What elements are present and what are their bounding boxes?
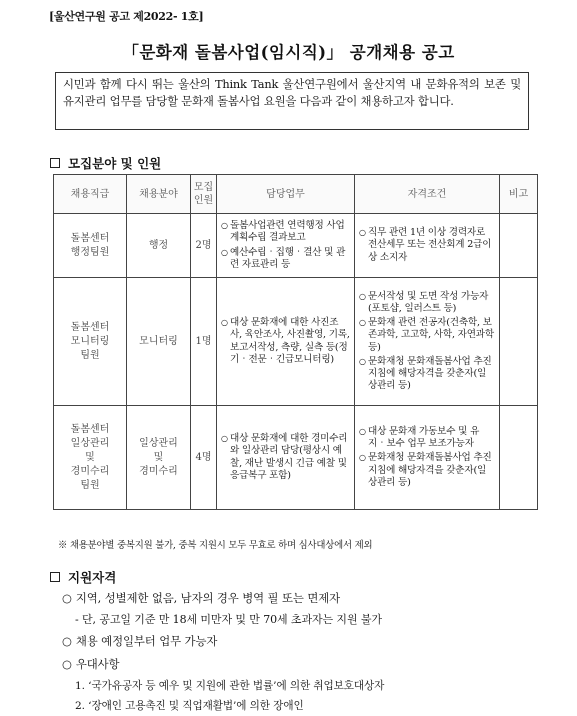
cell-rank: 돌봄센터 모니터링 팀원 xyxy=(54,278,127,406)
header-rank: 채용직급 xyxy=(54,175,127,214)
duties-list xyxy=(221,220,350,271)
section-eligibility-heading xyxy=(50,568,116,586)
list-item: ○ 문서작성 및 도면 작성 가능자(포토샵, 일러스트 등) xyxy=(359,291,495,315)
header-field: 채용분야 xyxy=(127,175,191,214)
cell-qualifications xyxy=(355,214,500,278)
cell-note xyxy=(500,214,538,278)
duties-list xyxy=(221,317,350,366)
table-row xyxy=(54,406,538,510)
qualification-list xyxy=(359,227,495,264)
recruitment-table xyxy=(53,174,538,510)
cell-duties xyxy=(217,278,355,406)
cell-rank: 돌봄센터 행정팀원 xyxy=(54,214,127,278)
qualification-list xyxy=(359,291,495,393)
list-item: ○ 대상 문화재 가동보수 및 유지‧보수 업무 보조가능자 xyxy=(359,426,495,450)
list-item: ○ 문화재청 문화재돌봄사업 추진지침에 해당자격을 갖춘자(일상관리 등) xyxy=(359,356,495,393)
square-bullet-icon xyxy=(50,158,60,168)
cell-count: 4명 xyxy=(191,406,217,510)
cell-duties xyxy=(217,406,355,510)
circle-bullet-icon: ○ xyxy=(62,591,72,605)
header-note: 비고 xyxy=(500,175,538,214)
footnote: ※ 채용분야별 중복지원 불가, 중복 지원시 모두 무효로 하며 심사대상에서 제외 xyxy=(58,540,373,551)
cell-count: 2명 xyxy=(191,214,217,278)
header-count: 모집 인원 xyxy=(191,175,217,214)
cell-qualifications xyxy=(355,278,500,406)
table-row xyxy=(54,214,538,278)
preference-item: 1. ‘국가유공자 등 예우 및 지원에 관한 법률’에 의한 취업보호대상자 xyxy=(75,680,385,692)
section-title: 지원자격 xyxy=(68,570,117,585)
cell-note xyxy=(500,278,538,406)
cell-field: 일상관리 및 경미수리 xyxy=(127,406,191,510)
section-title: 모집분야 및 인원 xyxy=(68,156,162,171)
list-item: ○ 문화재청 문화재돌봄사업 추진지침에 해당자격을 갖춘자(일상관리 등) xyxy=(359,452,495,489)
eligibility-age-note: - 단, 공고일 기준 만 18세 미만자 및 만 70세 초과자는 지원 불가 xyxy=(75,613,382,626)
intro-box: 시민과 함께 다시 뛰는 울산의 Think Tank 울산연구원에서 울산지역 내 문화유적의 보존 및 유지관리 업무를 담당할 문화재 돌봄사업 요원을 다음과 같이 채용하고자 합니다. xyxy=(55,72,529,130)
duties-list xyxy=(221,433,350,482)
header-duties: 담당업무 xyxy=(217,175,355,214)
circle-bullet-icon: ○ xyxy=(62,634,72,648)
cell-qualifications xyxy=(355,406,500,510)
eligibility-item-region: ○ 지역, 성별제한 없음, 남자의 경우 병역 필 또는 면제자 xyxy=(62,591,341,605)
cell-field: 모니터링 xyxy=(127,278,191,406)
list-item: ○ 문화재 관련 전공자(건축학, 보존과학, 고고학, 사학, 자연과학 등) xyxy=(359,317,495,354)
table-row xyxy=(54,278,538,406)
preference-item: 2. ‘장애인 고용촉진 및 직업재활법’에 의한 장애인 xyxy=(75,700,304,712)
cell-rank: 돌봄센터 일상관리 및 경미수리 팀원 xyxy=(54,406,127,510)
cell-note xyxy=(500,406,538,510)
list-item: ○ 대상 문화재에 대한 경미수리와 일상관리 담당(평상시 예찰, 재난 발생시 긴급 예찰 및 응급복구 포함) xyxy=(221,433,350,482)
cell-field: 행정 xyxy=(127,214,191,278)
list-item: ○ 돌봄사업관련 연력행정 사업계획수립 결과보고 xyxy=(221,220,350,244)
qualification-list xyxy=(359,426,495,489)
square-bullet-icon xyxy=(50,572,60,582)
cell-duties xyxy=(217,214,355,278)
list-item: ○ 직무 관련 1년 이상 경력자로 전산세무 또는 전산회계 2급이상 소지자 xyxy=(359,227,495,264)
page-title: 「문화재 돌봄사업(임시직)」 공개채용 공고 xyxy=(122,43,455,62)
list-item: ○ 대상 문화재에 대한 사진조사, 육안조사, 사진촬영, 기록, 보고서작성, 측량, 실측 등(정기‧전문‧긴급모니터링) xyxy=(221,317,350,366)
eligibility-item-preference: ○ 우대사항 xyxy=(62,657,120,671)
circle-bullet-icon: ○ xyxy=(62,657,72,671)
eligibility-item-availability: ○ 채용 예정일부터 업무 가능자 xyxy=(62,634,218,648)
list-item: ○ 예산수립‧집행‧결산 및 관련 자료관리 등 xyxy=(221,247,350,271)
cell-count: 1명 xyxy=(191,278,217,406)
table-header-row xyxy=(54,175,538,214)
header-qualifications: 자격조건 xyxy=(355,175,500,214)
notice-number: [울산연구원 공고 제2022- 1호] xyxy=(49,10,204,23)
section-recruitment-heading xyxy=(50,154,161,172)
